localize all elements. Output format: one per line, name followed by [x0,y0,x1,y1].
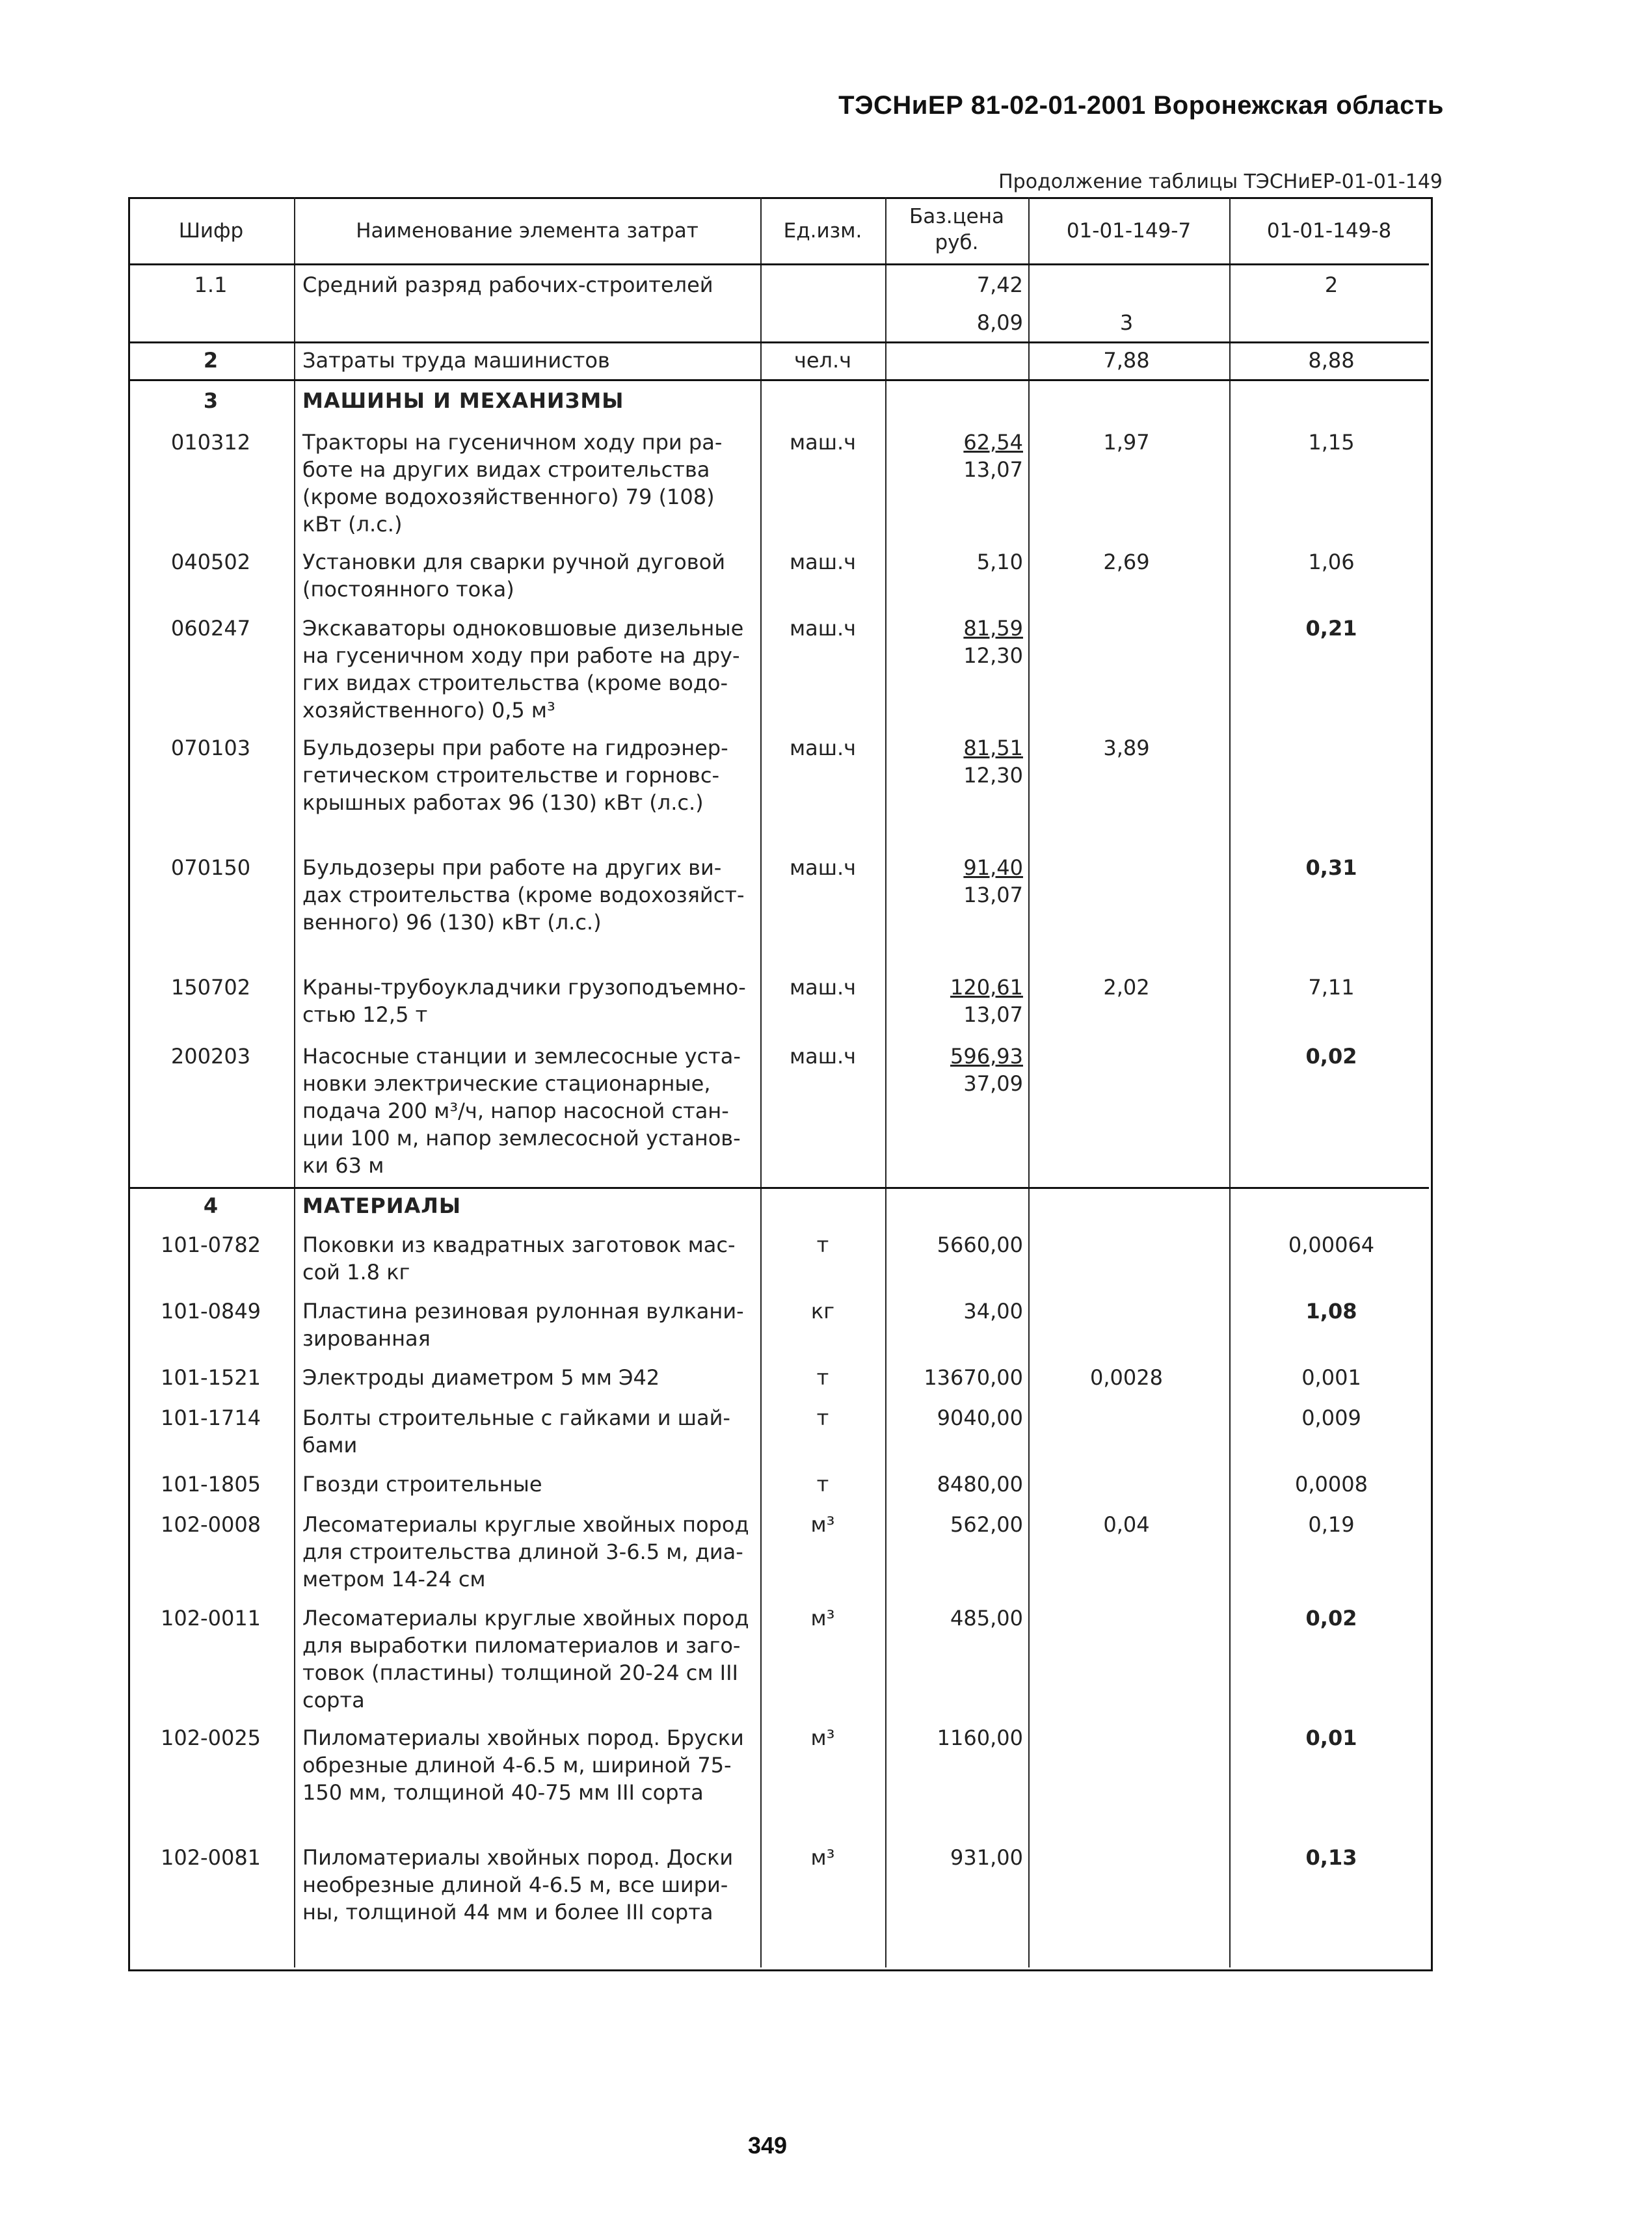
section-divider [128,1187,1429,1189]
row-name [302,429,758,538]
row-name [302,854,758,936]
row-name-line: Лесоматериалы круглые хвойных пород [302,1512,749,1537]
row-name-line: стью 12,5 т [302,1002,428,1027]
header-divider [128,263,1429,265]
row-price-wage: 12,30 [963,643,1023,668]
row-name-line: Насосные станции и землесосные уста- [302,1044,741,1069]
row-price: 485,00 [950,1606,1023,1631]
row-name [302,1231,758,1286]
row-name-line: Болты строительные с гайками и шай- [302,1406,730,1430]
row-value-149-7: 7,88 [1103,348,1150,373]
row-price [893,429,1023,483]
row-unit: кг [810,1299,835,1324]
row-name-line: Бульдозеры при работе на других ви- [302,855,722,880]
row-price: 34,00 [963,1299,1023,1324]
row-code: 102-0025 [160,1725,261,1750]
row-price-main: 91,40 [963,855,1023,880]
row-price [893,1043,1023,1097]
column-divider [1229,197,1231,1967]
row-name-line: дах строительства (кроме водохозяйст- [302,883,745,907]
row-code: 102-0011 [160,1606,261,1631]
row-name-line: Бульдозеры при работе на гидроэнер- [302,736,728,760]
row-unit: маш.ч [789,616,857,641]
row-code: 070103 [170,736,251,760]
row-code: 1.1 [194,273,228,297]
section-title: МАТЕРИАЛЫ [302,1193,462,1218]
row-name-line: ции 100 м, напор землесосной установ- [302,1126,741,1151]
row-price-wage: 12,30 [963,763,1023,788]
row-value-149-8: 0,01 [1305,1725,1357,1750]
row-name [302,1724,758,1806]
row-price-main: 81,59 [963,616,1023,641]
row-name-line: (постоянного тока) [302,577,514,602]
row-price-main: 81,51 [963,736,1023,760]
column-divider [294,197,295,1967]
row-price: 8480,00 [937,1472,1023,1497]
row-name [302,1511,758,1593]
row-unit: м³ [810,1845,835,1870]
column-header-unit: Ед.изм. [783,219,862,243]
row-price: 7,42 [976,273,1023,297]
column-header-149-7: 01-01-149-7 [1066,219,1192,243]
row-code: 150702 [170,975,251,1000]
row-value-149-8: 1,06 [1308,550,1355,574]
document-title: ТЭСНиЕР 81-02-01-2001 Воронежская область [838,91,1444,120]
column-header-price-line2: руб. [935,231,979,254]
row-name-line: (кроме водохозяйственного) 79 (108) [302,485,715,509]
row-code: 010312 [170,430,251,455]
row-divider [128,341,1429,343]
row-value-149-8: 0,02 [1305,1606,1357,1631]
row-unit: маш.ч [789,550,857,574]
row-value-149-8: 0,21 [1305,616,1357,641]
row-name-line: на гусеничном ходу при работе на дру- [302,643,740,668]
table-continuation-caption: Продолжение таблицы ТЭСНиЕР-01-01-149 [998,170,1443,193]
row-name [302,1844,758,1926]
row-name-line: гих видах строительства (кроме водо- [302,671,728,695]
row-name: Затраты труда машинистов [302,348,610,373]
column-header-price [885,204,1028,256]
row-name-line: Экскаваторы одноковшовые дизельные [302,616,744,641]
row-code: 3 [203,388,219,413]
row-name-line: ны, толщиной 44 мм и более III сорта [302,1900,713,1925]
row-value-149-7: 0,0028 [1090,1365,1163,1390]
row-value-149-8: 8,88 [1308,348,1355,373]
row-name-line: Поковки из квадратных заготовок мас- [302,1232,736,1257]
row-unit: маш.ч [789,736,857,760]
column-divider [760,197,762,1967]
row-name-line: венного) 96 (130) кВт (л.с.) [302,910,602,935]
row-value-149-7: 2,02 [1103,975,1150,1000]
row-price [893,854,1023,909]
row-value-149-7: 3 [1119,310,1134,335]
row-value-149-8: 0,009 [1301,1406,1361,1430]
row-price-main: 62,54 [963,430,1023,455]
row-code: 101-1714 [160,1406,261,1430]
row-name-line: сорта [302,1688,365,1712]
row-code: 200203 [170,1044,251,1069]
row-name-line: Пиломатериалы хвойных пород. Бруски [302,1725,744,1750]
row-name [302,1298,758,1352]
row-price: 13670,00 [924,1365,1023,1390]
row-value-149-7: 3,89 [1103,736,1150,760]
column-header-price-line1: Баз.цена [909,205,1005,228]
column-divider [1028,197,1030,1967]
row-price: 9040,00 [937,1406,1023,1430]
row-name-line: необрезные длиной 4-6.5 м, все шири- [302,1872,728,1897]
row-name-line: бами [302,1433,358,1458]
row-name-line: Установки для сварки ручной дуговой [302,550,725,574]
row-code: 060247 [170,616,251,641]
row-value-149-8: 0,13 [1305,1845,1357,1870]
row-name [302,974,758,1028]
row-name-line: обрезные длиной 4-6.5 м, шириной 75- [302,1753,732,1778]
row-name [302,615,758,724]
row-unit: т [816,1472,829,1497]
row-name-line: боте на других видах строительства [302,457,710,482]
row-value-149-8: 0,0008 [1295,1472,1368,1497]
row-unit: т [816,1406,829,1430]
row-name-line: крышных работах 96 (130) кВт (л.с.) [302,790,704,815]
row-code: 101-0782 [160,1232,261,1257]
row-price: 562,00 [950,1512,1023,1537]
row-code: 070150 [170,855,251,880]
row-code: 101-1805 [160,1472,261,1497]
row-name-line: товок (пластины) толщиной 20-24 см III [302,1660,738,1685]
row-price-alt: 8,09 [976,310,1023,335]
row-value-149-8: 0,02 [1305,1044,1357,1069]
row-name-line: Краны-трубоукладчики грузоподъемно- [302,975,746,1000]
row-name: Электроды диаметром 5 мм Э42 [302,1365,660,1390]
row-price-main: 596,93 [950,1044,1023,1069]
row-code: 101-1521 [160,1365,261,1390]
row-price-wage: 13,07 [963,883,1023,907]
row-name: Гвозди строительные [302,1472,542,1497]
row-price-wage: 13,07 [963,457,1023,482]
row-code: 040502 [170,550,251,574]
row-value-149-8: 7,11 [1308,975,1355,1000]
row-name-line: для строительства длиной 3-6.5 м, диа- [302,1539,743,1564]
row-unit: маш.ч [789,975,857,1000]
row-code: 2 [203,348,219,373]
row-name-line: кВт (л.с.) [302,512,403,537]
row-price [893,615,1023,669]
page-number: 349 [747,2132,788,2159]
row-name-line: 150 мм, толщиной 40-75 мм III сорта [302,1780,704,1805]
row-name-line: Тракторы на гусеничном ходу при ра- [302,430,723,455]
row-code: 4 [203,1193,219,1218]
row-price: 931,00 [950,1845,1023,1870]
section-title: МАШИНЫ И МЕХАНИЗМЫ [302,388,624,413]
row-value-149-8: 0,001 [1301,1365,1361,1390]
row-name-line: зированная [302,1326,431,1351]
row-value-149-8: 0,31 [1305,855,1357,880]
row-unit: маш.ч [789,1044,857,1069]
row-value-149-8: 1,08 [1305,1299,1357,1324]
row-name [302,734,758,816]
row-value-149-8: 2 [1324,273,1339,297]
row-name-line: сой 1.8 кг [302,1260,410,1285]
row-price: 5,10 [976,550,1023,574]
row-unit: чел.ч [793,348,852,373]
row-name-line: хозяйственного) 0,5 м³ [302,698,555,723]
row-name-line: новки электрические стационарные, [302,1071,711,1096]
row-name [302,1043,758,1179]
row-name-line: метром 14-24 см [302,1567,486,1592]
row-value-149-8: 0,00064 [1288,1232,1375,1257]
row-divider [128,379,1429,381]
row-name-line: ки 63 м [302,1153,384,1178]
row-value-149-8: 1,15 [1308,430,1355,455]
row-value-149-7: 0,04 [1103,1512,1150,1537]
row-name-line: подача 200 м³/ч, напор насосной стан- [302,1099,729,1123]
row-code: 102-0008 [160,1512,261,1537]
row-code: 102-0081 [160,1845,261,1870]
row-code: 101-0849 [160,1299,261,1324]
row-price-main: 120,61 [950,975,1023,1000]
row-value-149-7: 1,97 [1103,430,1150,455]
row-name-line: для выработки пиломатериалов и заго- [302,1633,741,1658]
row-name [302,1404,758,1459]
row-price: 1160,00 [937,1725,1023,1750]
row-price [893,734,1023,789]
row-value-149-7: 2,69 [1103,550,1150,574]
column-header-149-8: 01-01-149-8 [1266,219,1392,243]
row-name: Средний разряд рабочих-строителей [302,273,713,297]
column-header-code: Шифр [178,219,244,243]
row-price [893,974,1023,1028]
row-unit: маш.ч [789,855,857,880]
row-name-line: гетическом строительстве и горновс- [302,763,720,788]
row-name-line: Лесоматериалы круглые хвойных пород [302,1606,749,1631]
row-name-line: Пиломатериалы хвойных пород. Доски [302,1845,734,1870]
column-header-name: Наименование элемента затрат [356,219,699,243]
row-name-line: Пластина резиновая рулонная вулкани- [302,1299,744,1324]
row-unit: маш.ч [789,430,857,455]
row-unit: т [816,1232,829,1257]
row-name [302,548,758,603]
row-unit: м³ [810,1606,835,1631]
row-name [302,1605,758,1714]
row-value-149-8: 0,19 [1308,1512,1355,1537]
row-unit: м³ [810,1512,835,1537]
column-divider [885,197,886,1967]
row-price-wage: 37,09 [963,1071,1023,1096]
row-price-wage: 13,07 [963,1002,1023,1027]
norms-table [128,197,1433,1971]
row-unit: т [816,1365,829,1390]
row-unit: м³ [810,1725,835,1750]
row-price: 5660,00 [937,1232,1023,1257]
